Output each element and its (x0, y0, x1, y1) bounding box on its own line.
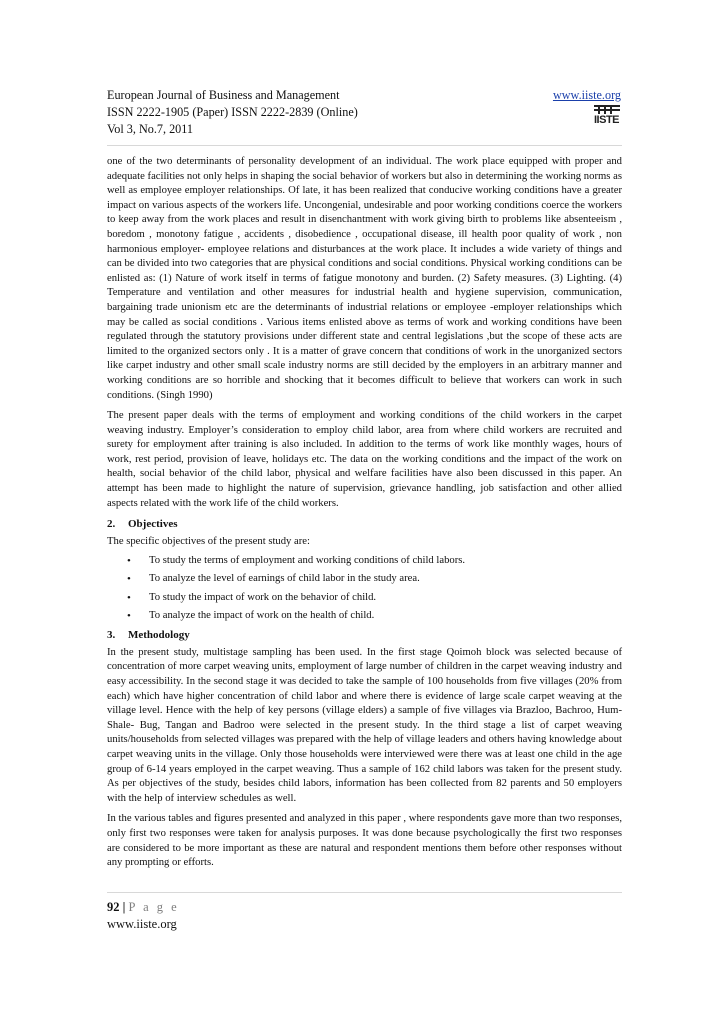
page-separator: | (122, 900, 126, 914)
page-number-line (107, 899, 622, 916)
list-item (107, 607, 622, 626)
issn-line: ISSN 2222-1905 (Paper) ISSN 2222-2839 (Online) (107, 105, 358, 119)
bullet-icon: • (127, 573, 131, 586)
journal-name: European Journal of Business and Management (107, 88, 340, 102)
objective-text: To analyze the level of earnings of child labor in the study area. (149, 573, 420, 585)
list-item (107, 589, 622, 608)
objective-text: To study the terms of employment and working conditions of child labors. (149, 554, 466, 566)
page (107, 87, 622, 877)
section-title: Methodology (128, 628, 190, 641)
header-divider (107, 145, 622, 146)
bullet-icon: • (127, 554, 131, 567)
section-heading-methodology (107, 628, 622, 643)
page-number: 92 (107, 900, 120, 914)
section-number: 3. (107, 628, 116, 641)
iiste-logo (594, 105, 620, 127)
paragraph-responses: In the various tables and figures presented and analyzed in this paper , where respondents gave more than two responses, only first two responses were taken for analysis purposes. It was done because psychologically the first two responses are considered to be more important as these are natural and respondent mentions them before other responses without any prompting or efforts. (107, 813, 622, 869)
objective-text: To analyze the impact of work on the health of child. (149, 610, 375, 622)
section-number: 2. (107, 518, 116, 531)
paragraph-present-paper: The present paper deals with the terms of employment and working conditions of the child workers in the carpet weaving industry. Employer’s consideration to employ child labor, area from where child workers are recruited and surety for employment after training is also included. In addition to the terms of work like monthly wages, hours of work, rest period, provision of leave, holidays etc. The data on the working conditions and the impact of the work on health, social behavior of the child labor, physical and welfare facilities have also been discussed in this paper. An attempt has been made to highlight the nature of supervision, grievance handling, job satisfaction and other allied aspects related with the work life of the child workers. (107, 410, 622, 509)
section-title: Objectives (128, 518, 178, 531)
header-url-link[interactable]: www.iiste.org (552, 88, 621, 102)
list-item (107, 570, 622, 589)
footer-url: www.iiste.org (107, 917, 177, 931)
page-word: P a g e (128, 900, 180, 914)
running-header (107, 87, 622, 145)
volume-line: Vol 3, No.7, 2011 (107, 122, 193, 136)
paragraph-methodology: In the present study, multistage sampling has been used. In the first stage Qoimoh block was selected because of concentration of more carpet weaving units, employment of large number of children in the carpet weaving industry and easy accessibility. In the second stage it was decided to take the sample of 100 households from five villages (20% from each) which have higher concentration of child labor and where there is evidence of large scale carpet weaving at the village level. Hence with the help of key persons (village elders) a sample of five villages via Brazloo, Bachroo, Hum-Shale- Bug, Tangan and Badroo were selected in the present study. In the third stage a list of carpet weaving units/households from selected villages was prepared with the help of village leaders and others having knowledge about carpet weaving units in the village. Only those households were interviewed were there was at least one child in the age group of 6-14 years employed in the carpet weaving. Thus a sample of 162 child labors was taken for the present study. As per objectives of the study, besides child labors, information has been collected from 82 parents and 50 employers with the help of interview schedules as well. (107, 646, 622, 804)
bullet-icon: • (127, 610, 131, 623)
article-body (107, 155, 622, 871)
footer-divider (107, 892, 622, 893)
objective-text: To study the impact of work on the behavior of child. (149, 591, 377, 603)
paragraph-intro-continued: one of the two determinants of personality development of an individual. The work place equipped with proper and adequate facilities not only helps in shaping the social behavior of workers but also in determining the working norms as well as employee employer relationships. Of late, it has been realized that conducive working conditions have a greater impact on various aspects of the workers life. Uncongenial, undesirable and poor working conditions coerce the workers to keep away from the work places and result in disenchantment with work giving birth to problems like absenteeism , boredom , monotony fatigue , accidents , disobedience , occupational disease, ill health poor quality of work , non harmonious employer- employee relations and disturbances at the work place. It includes a wide variety of things and can be divided into two categories that are physical conditions and social conditions. Physical working conditions can be enlisted as: (1) Nature of work itself in terms of fatigue monotony and burden. (2) Safety measures. (3) Lighting. (4) Temperature and ventilation and other measures for industrial health and hygiene supervision, communication, bargaining trade unionism etc are the determinants of industrial relations or employee -employer relationships which may be called as social conditions . Various items enlisted above as terms of work and working conditions have been regulated through the statutory provisions under different state and central legislations ,but the scope of these acts are limited to the organized sectors only . It is a matter of grave concern that conditions of work in the unorganized sectors like carpet industry and other small scale industry norms are still decided by the employers in an arbitrary manner and working conditions are so horrible and shocking that it becomes difficult to believe that workers can work in such conditions. (Singh 1990) (107, 156, 622, 401)
logo-text: IISTE (594, 114, 620, 126)
section-heading-objectives (107, 517, 622, 532)
objectives-intro: The specific objectives of the present study are: (107, 536, 310, 548)
objectives-list (107, 552, 622, 626)
bullet-icon: • (127, 591, 131, 604)
page-footer (107, 892, 622, 933)
list-item (107, 552, 622, 571)
